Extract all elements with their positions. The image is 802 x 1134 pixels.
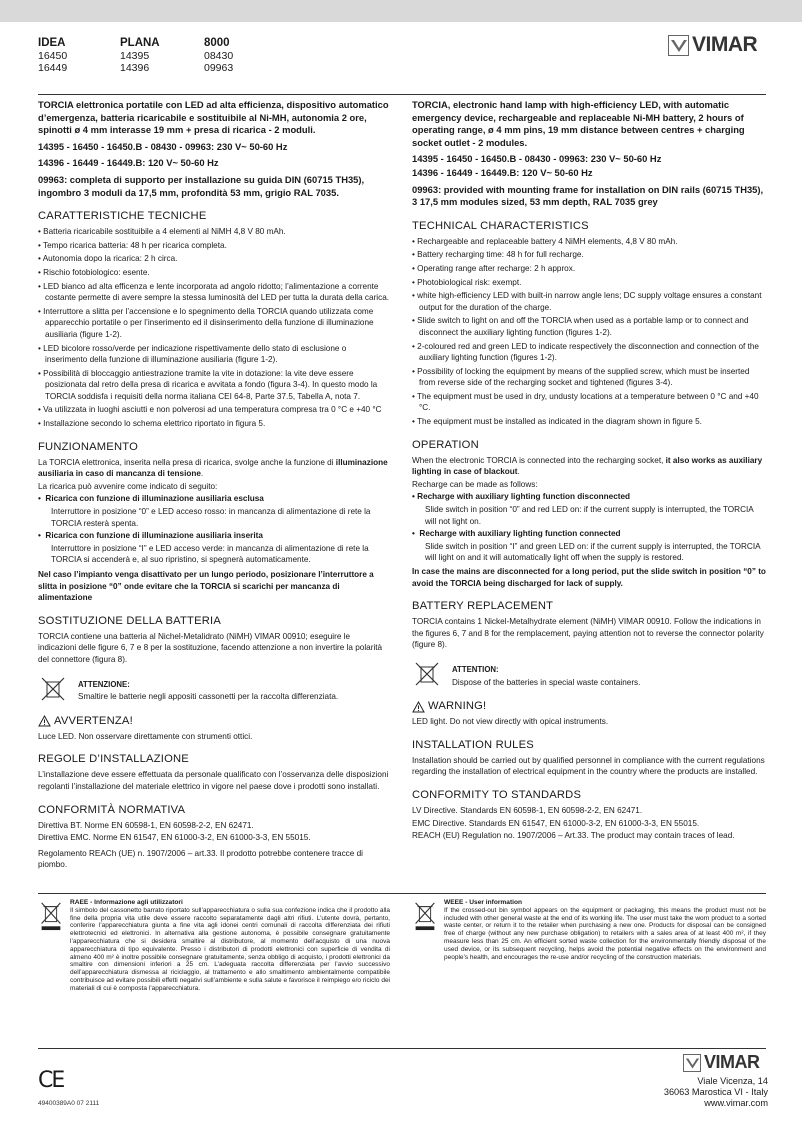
en-intro: TORCIA, electronic hand lamp with high-efficiency LED, with automatic emergency device, rechargeable and replaceable Ni-MH battery, 2 hours of operating range, ø 4 mm pins, 19 mm distance between centres + charging socket outlet - 2 modules. (412, 99, 745, 148)
weee-divider (38, 893, 766, 894)
text: . (517, 467, 520, 477)
footer-vimar-logo (683, 1052, 760, 1073)
list-item: • Batteria ricaricabile sostituibile a 4 elementi al NiMH 4,8 V 80 mAh. (38, 226, 390, 238)
address-street: Viale Vicenza, 14 (697, 1076, 768, 1086)
code-cell: 14395 (120, 50, 150, 62)
it-tech-heading: CARATTERISTICHE TECNICHE (38, 210, 207, 223)
list-item: • 2-coloured red and green LED to indicate respectively the disconnection and connection of the auxiliary lighting function (figures 1-2). (412, 341, 766, 364)
en-spec-120: 14396 - 16449 - 16449.B: 120 V~ 50-60 Hz (412, 166, 593, 178)
it-conf-2: Direttiva EMC. Norme EN 61547, EN 61000-3-2, EN 61000-3-3, EN 55015. (38, 833, 311, 843)
list-item: • Rischio fotobiologico: esente. (38, 267, 390, 279)
list-item: • Installazione secondo lo schema elettrico riportato in figura 5. (38, 418, 390, 430)
col-plana: PLANA (120, 37, 160, 49)
list-item: • Possibility of locking the equipment by means of the supplied screw, which must be inserted from reverse side of the recharging socket and tightened (figures 3-4). (412, 366, 766, 389)
list-item: • Photobiological risk: exempt. (412, 277, 766, 289)
it-attention-title: ATTENZIONE: (78, 679, 130, 689)
en-func-b1: • Recharge with auxiliary lighting function disconnected (412, 492, 631, 502)
it-func-p2: La ricarica può avvenire come indicato di seguito: (38, 481, 218, 491)
it-func-b2: • Ricarica con funzione di illuminazione ausiliaria inserita (38, 531, 263, 541)
en-func-note: In case the mains are disconnected for a long period, put the slide switch in position “0” to avoid the TORCIA being discharged for lack of supply. (412, 567, 766, 588)
en-func-intro (412, 455, 766, 478)
vimar-logo (668, 33, 757, 57)
italian-column (38, 99, 390, 872)
ce-mark: CE (38, 1068, 64, 1093)
text: Ricarica con funzione di illuminazione ausiliaria esclusa (45, 494, 264, 504)
en-spec-09963: 09963: provided with mounting frame for installation on DIN rails (60715 TH35), 3 17,5 mm modules sized, 53 mm depth, RAL 7035 grey (412, 183, 764, 208)
it-attention-text: Smaltire le batterie negli appositi cassonetti per la raccolta differenziata. (78, 692, 339, 702)
en-weee-text: If the crossed-out bin symbol appears on the equipment or packaging, this means the product must not be included with other general waste at the end of its working life. The user must take the worn product to a sorted waste center, or return it to the retailer when purchasing a new one. Products for disposal can be consigned free of charge (without any new purchase obligation) to retailers with a sales area of at least 400 m², if they measure less than 25 cm. An efficient sorted waste collection for the environmentally friendly disposal of the used device, or its subsequent recycling, helps avoid the potential negative effects on the environment and people’s health, and encourages the re-use and/or recycling of the construction materials. (444, 906, 766, 961)
it-raee-title: RAEE - Informazione agli utilizzatori (70, 899, 183, 906)
it-raee-block (38, 899, 390, 993)
it-warn-heading (38, 715, 390, 728)
en-func-heading: OPERATION (412, 438, 479, 451)
document-code: 49400389A0 07 2111 (38, 1100, 100, 1107)
crossed-bin-icon (412, 899, 438, 931)
code-cell: 14396 (120, 62, 150, 74)
en-conf-1: LV Directive. Standards EN 60598-1, EN 60598-2-2, EN 62471. (412, 805, 643, 815)
en-attention (412, 661, 766, 689)
list-item: • Operating range after recharge: 2 h approx. (412, 263, 766, 275)
en-inst-text: Installation should be carried out by qualified personnel in compliance with the current regulations regarding the installation of electrical equipment in the country where the products are installed. (412, 755, 765, 777)
en-conf-3: REACH (EU) Regulation no. 1907/2006 – Art.33. The product may contain traces of lead. (412, 831, 735, 841)
it-conf-3: Regolamento REACh (UE) n. 1907/2006 – art.33. Il prodotto potrebbe contenere tracce di piombo. (38, 848, 363, 870)
en-inst-heading: INSTALLATION RULES (412, 738, 534, 751)
it-raee-text: Il simbolo del cassonetto barrato riportato sull’apparecchiatura o sulla sua confezione indica che il prodotto alla fine della propria vita utile deve essere raccolto separatamente dagli altri rifiuti. L’utente dovrà, pertanto, conferire l’apparecchiatura giunta a fine vita agli idonei centri comunali di raccolta differenziata dei rifiuti elettrotecnici ed elettronici. In alternativa alla gestione autonoma, è possibile consegnare gratuitamente l’apparecchiatura che si desidera smaltire al distributore, al momento dell’acquisto di una nuova apparecchiatura di tipo equivalente. Presso i distributori di prodotti elettronici con superficie di vendita di almeno 400 m² è inoltre possibile consegnare gratuitamente, senza obbligo di acquisto, i prodotti elettronici da smaltire con dimensioni inferiori a 25 cm. L’adeguata raccolta differenziata per l’avvio successivo dell’apparecchiatura dismessa al riciclaggio, al trattamento e allo smaltimento ambientalmente compatibile contribuisce ad evitare possibili effetti negativi sull’ambiente e sulla salute e favorisce il reimpiego e/o riciclo dei materiali di cui è composta l’apparecchiatura. (70, 906, 390, 992)
en-weee-block (412, 899, 766, 961)
col-idea: IDEA (38, 37, 66, 49)
list-item: • Tempo ricarica batteria: 48 h per ricarica completa. (38, 240, 390, 252)
list-item: • Slide switch to light on and off the TORCIA when used as a portable lamp or to connect and disconnect the auxiliary lighting function (figures 1-2). (412, 315, 766, 338)
warning-icon (38, 715, 51, 727)
list-item: • Rechargeable and replaceable battery 4 NiMH elements, 4,8 V 80 mAh. (412, 236, 766, 248)
code-cell: 08430 (204, 50, 234, 62)
it-spec-230: 14395 - 16450 - 16450.B - 08430 - 09963: 230 V~ 50-60 Hz (38, 140, 288, 152)
list-item: • Va utilizzata in luoghi asciutti e non polverosi ad una temperatura compresa tra 0 °C e +40 °C (38, 404, 390, 416)
it-spec-120: 14396 - 16449 - 16449.B: 120 V~ 50-60 Hz (38, 157, 219, 169)
en-attention-text: Dispose of the batteries in special waste containers. (452, 677, 641, 687)
en-warn-heading (412, 700, 766, 713)
col-8000: 8000 (204, 37, 230, 49)
en-func-p2: Recharge can be made as follows: (412, 479, 538, 489)
list-item: • Interruttore a slitta per l’accensione e lo spegnimento della TORCIA quando utilizzata come apparecchio portatile o per l’inserimento ed il disinserimento della funzione di illuminazione ausiliaria (figure 1-2). (38, 306, 390, 341)
list-item: • white high-efficiency LED with built-in narrow angle lens; DC supply voltage ensures a constant output for the duration of the charge. (412, 290, 766, 313)
it-func-b1: • Ricarica con funzione di illuminazione ausiliaria esclusa (38, 494, 264, 504)
top-bar (0, 0, 802, 22)
text: AVVERTENZA! (54, 714, 133, 727)
vimar-mark-icon (668, 35, 689, 56)
list-item: • Autonomia dopo la ricarica: 2 h circa. (38, 253, 390, 265)
it-warn-text: Luce LED. Non osservare direttamente con strumenti ottici. (38, 731, 253, 741)
list-item: • Battery recharging time: 48 h for full recharge. (412, 249, 766, 261)
en-conf-heading: CONFORMITY TO STANDARDS (412, 788, 582, 801)
warning-icon (412, 701, 425, 713)
address-city: 36063 Marostica VI - Italy (663, 1087, 768, 1097)
list-item: • The equipment must be used in dry, undusty locations at a temperature between 0 °C and +40 °C. (412, 391, 766, 414)
it-batt-text: TORCIA contiene una batteria al Nichel-Metalidrato (NiMH) VIMAR 00910; eseguire le indicazioni delle figure 6, 7 e 8 per la sostituzione, facendo attenzione a non invertire la polarità del connettore (figura 8). (38, 631, 383, 664)
vimar-mark-icon (683, 1054, 701, 1072)
vimar-wordmark: VIMAR (704, 1052, 760, 1072)
it-inst-text: L’installazione deve essere effettuata da personale qualificato con l’osservanza delle disposizioni regolanti l’installazione del materiale elettrico in vigore nel paese dove i prodotti sono installati. (38, 770, 389, 791)
vimar-wordmark: VIMAR (692, 33, 758, 56)
website-link[interactable]: www.vimar.com (704, 1098, 768, 1108)
list-item: • LED bicolore rosso/verde per indicazione rispettivamente dello stato di esclusione o inserimento della funzione di illuminazione ausiliaria (figure 1-2). (38, 343, 390, 366)
text: Recharge with auxiliary lighting function connected (419, 529, 621, 539)
list-item: • LED bianco ad alta efficenza e lente incorporata ad angolo ridotto; l’alimentazione a corrente costante permette di avere sempre la stessa luminosità del LED per tutta la durata della carica. (38, 281, 390, 304)
crossed-bin-icon (412, 661, 442, 687)
footer-divider (38, 1048, 766, 1049)
emphasis: illuminazione ausiliaria in caso di mancanza di tensione (38, 457, 388, 479)
en-tech-list (412, 236, 766, 428)
it-spec-09963: 09963: completa di supporto per installazione su guida DIN (60715 TH35), ingombro 3 moduli da 17,5 mm, profondità 53 mm, grigio RAL 7035. (38, 173, 365, 198)
it-func-intro (38, 457, 390, 480)
en-func-b2: • Recharge with auxiliary lighting function connected (412, 529, 621, 539)
en-tech-heading: TECHNICAL CHARACTERISTICS (412, 219, 589, 232)
english-column (412, 99, 766, 843)
crossed-bin-icon (38, 676, 68, 702)
en-func-b1-text: Slide switch in position “0” and red LED on: if the current supply is interrupted, the TORCIA will not light on. (425, 505, 754, 526)
text: Recharge with auxiliary lighting function disconnected (417, 492, 631, 502)
emphasis: it also works as auxiliary lighting in case of blackout (412, 455, 763, 477)
en-weee-title: WEEE - User information (444, 899, 523, 906)
code-cell: 16449 (38, 62, 68, 74)
en-attention-title: ATTENTION: (452, 664, 499, 674)
en-warn-text: LED light. Do not view directly with opical instruments. (412, 717, 609, 727)
it-conf-1: Direttiva BT. Norme EN 60598-1, EN 60598-2-2, EN 62471. (38, 820, 254, 830)
crossed-bin-icon (38, 899, 64, 931)
header-divider (38, 94, 766, 95)
list-item: • The equipment must be installed as indicated in the diagram shown in figure 5. (412, 416, 766, 428)
it-attention (38, 676, 390, 704)
it-tech-list (38, 226, 390, 430)
en-func-b2-text: Slide switch in position “I” and green LED on: if the current supply is interrupted, the TORCIA will light on and it will automatically light off when the supply is restored. (425, 541, 761, 563)
product-codes-table (38, 36, 288, 74)
text: La TORCIA elettronica, inserita nella presa di ricarica, svolge anche la funzione di (38, 457, 336, 467)
code-cell: 09963 (204, 62, 234, 74)
it-inst-heading: REGOLE D’INSTALLAZIONE (38, 753, 189, 766)
it-func-b1-text: Interruttore in posizione “0” e LED acceso rosso: in mancanza di alimentazione di rete la TORCIA resterà spenta. (51, 507, 371, 528)
it-func-b2-text: Interruttore in posizione “I” e LED acceso verde: in mancanza di alimentazione di rete la TORCIA si accenderà e, al suo ripristino, si spegnerà automaticamente. (51, 543, 369, 565)
en-spec-230: 14395 - 16450 - 16450.B - 08430 - 09963: 230 V~ 50-60 Hz (412, 153, 662, 165)
it-func-heading: FUNZIONAMENTO (38, 440, 138, 453)
text: . (200, 469, 204, 479)
company-address (664, 1076, 768, 1109)
it-intro: TORCIA elettronica portatile con LED ad alta efficienza, dispositivo automatico d’emergenza, batteria ricaricabile e sostituibile al Ni-MH, autonomia 2 ore, spinotti ø 4 mm interasse 19 mm + presa di ricarica - 2 moduli. (38, 99, 389, 136)
it-batt-heading: SOSTITUZIONE DELLA BATTERIA (38, 614, 221, 627)
it-conf-heading: CONFORMITÀ NORMATIVA (38, 803, 186, 816)
en-batt-text: TORCIA contains 1 Nickel-Metalhydrate element (NiMH) VIMAR 00910. Follow the indications in the figures 6, 7 and 8 for the remplacement, paying attention not to reverse the connector polarity (figure 8). (412, 617, 764, 650)
en-batt-heading: BATTERY REPLACEMENT (412, 600, 554, 613)
text: When the electronic TORCIA is connected into the recharging socket, (412, 455, 666, 465)
list-item: • Possibilità di bloccaggio antiestrazione tramite la vite in dotazione: la vite deve essere posizionata dal retro della presa di ricarica e avvitata a fondo (figura 3-4). In questo modo la TORCIA soddisfa i requisiti della norma italiana CEI 64-8, Parte 37.5, Tabella A, nota 7. (38, 368, 390, 403)
it-func-note: Nel caso l’impianto venga disattivato per un lungo periodo, posizionare l’interruttore a slitta in posizione “0” onde evitare che la TORCIA si scarichi per mancanza di alimentazione (38, 570, 374, 603)
text: Ricarica con funzione di illuminazione ausiliaria inserita (45, 531, 263, 541)
en-conf-2: EMC Directive. Standards EN 61547, EN 61000-3-2, EN 61000-3-3, EN 55015. (412, 818, 700, 828)
code-cell: 16450 (38, 50, 68, 62)
text: WARNING! (428, 700, 487, 713)
